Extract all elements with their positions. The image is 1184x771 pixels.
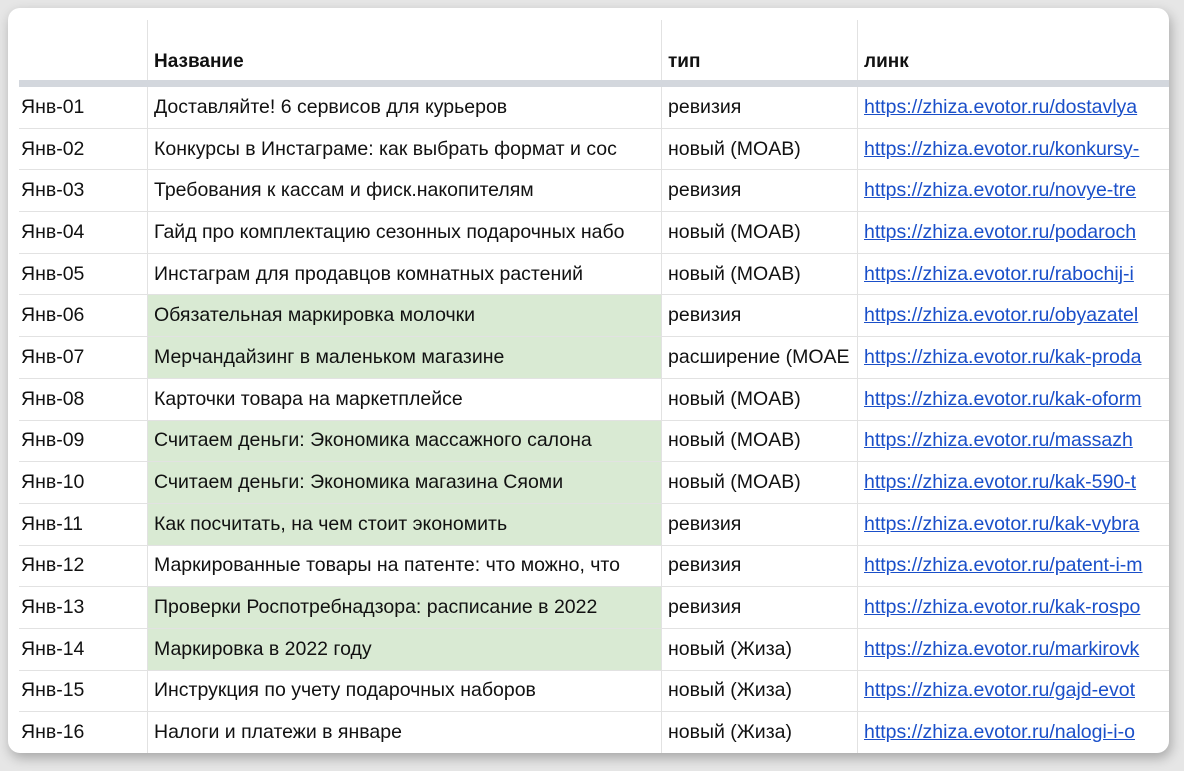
spreadsheet-window bbox=[8, 8, 1169, 753]
article-link[interactable]: https://zhiza.evotor.ru/markirovk bbox=[864, 637, 1140, 660]
type-cell[interactable]: ревизия bbox=[662, 504, 858, 545]
article-link[interactable]: https://zhiza.evotor.ru/dostavlya bbox=[864, 95, 1138, 118]
date-cell[interactable]: Янв-15 bbox=[19, 671, 148, 712]
title-cell[interactable]: Налоги и платежи в январе bbox=[148, 712, 662, 753]
type-cell[interactable]: новый (Жиза) bbox=[662, 671, 858, 712]
article-link[interactable]: https://zhiza.evotor.ru/nalogi-i-o bbox=[864, 721, 1135, 744]
link-cell[interactable] bbox=[858, 87, 1169, 128]
link-cell[interactable] bbox=[858, 379, 1169, 420]
type-cell[interactable]: ревизия bbox=[662, 170, 858, 211]
type-cell[interactable]: новый (Жиза) bbox=[662, 629, 858, 670]
table-row bbox=[19, 421, 1169, 463]
table-row bbox=[19, 212, 1169, 254]
table-row bbox=[19, 712, 1169, 753]
date-cell[interactable]: Янв-06 bbox=[19, 295, 148, 336]
date-cell[interactable]: Янв-11 bbox=[19, 504, 148, 545]
title-cell[interactable]: Доставляйте! 6 сервисов для курьеров bbox=[148, 87, 662, 128]
article-link[interactable]: https://zhiza.evotor.ru/kak-proda bbox=[864, 345, 1142, 368]
type-cell[interactable]: новый (MOAB) bbox=[662, 421, 858, 462]
link-cell[interactable] bbox=[858, 129, 1169, 170]
type-cell[interactable]: новый (Жиза) bbox=[662, 712, 858, 753]
type-cell[interactable]: расширение (MOAE bbox=[662, 337, 858, 378]
column-header-date[interactable] bbox=[19, 20, 148, 80]
article-link[interactable]: https://zhiza.evotor.ru/konkursy- bbox=[864, 137, 1140, 160]
article-link[interactable]: https://zhiza.evotor.ru/kak-rospo bbox=[864, 596, 1141, 619]
type-cell[interactable]: ревизия bbox=[662, 295, 858, 336]
link-cell[interactable] bbox=[858, 462, 1169, 503]
date-cell[interactable]: Янв-16 bbox=[19, 712, 148, 753]
date-cell[interactable]: Янв-10 bbox=[19, 462, 148, 503]
link-cell[interactable] bbox=[858, 254, 1169, 295]
title-cell[interactable]: Как посчитать, на чем стоит экономить bbox=[148, 504, 662, 545]
date-cell[interactable]: Янв-01 bbox=[19, 87, 148, 128]
date-cell[interactable]: Янв-07 bbox=[19, 337, 148, 378]
article-link[interactable]: https://zhiza.evotor.ru/obyazatel bbox=[864, 304, 1139, 327]
article-link[interactable]: https://zhiza.evotor.ru/podaroch bbox=[864, 220, 1137, 243]
header-row bbox=[19, 20, 1169, 87]
type-cell[interactable]: новый (MOAB) bbox=[662, 212, 858, 253]
link-cell[interactable] bbox=[858, 170, 1169, 211]
link-cell[interactable] bbox=[858, 421, 1169, 462]
table-row bbox=[19, 379, 1169, 421]
type-cell[interactable]: новый (MOAB) bbox=[662, 254, 858, 295]
link-cell[interactable] bbox=[858, 337, 1169, 378]
link-cell[interactable] bbox=[858, 671, 1169, 712]
table-row bbox=[19, 671, 1169, 713]
table-row bbox=[19, 87, 1169, 129]
column-header-name[interactable]: Название bbox=[148, 20, 662, 80]
spreadsheet-grid bbox=[19, 20, 1169, 753]
link-cell[interactable] bbox=[858, 295, 1169, 336]
table-row bbox=[19, 546, 1169, 588]
type-cell[interactable]: ревизия bbox=[662, 546, 858, 587]
title-cell[interactable]: Маркировка в 2022 году bbox=[148, 629, 662, 670]
date-cell[interactable]: Янв-02 bbox=[19, 129, 148, 170]
column-header-link[interactable]: линк bbox=[864, 51, 909, 72]
title-cell[interactable]: Требования к кассам и фиск.накопителям bbox=[148, 170, 662, 211]
link-cell[interactable] bbox=[858, 212, 1169, 253]
title-cell[interactable]: Инструкция по учету подарочных наборов bbox=[148, 671, 662, 712]
title-cell[interactable]: Считаем деньги: Экономика магазина Сяоми bbox=[148, 462, 662, 503]
title-cell[interactable]: Проверки Роспотребнадзора: расписание в 2022 bbox=[148, 587, 662, 628]
title-cell[interactable]: Конкурсы в Инстаграме: как выбрать формат и сос bbox=[148, 129, 662, 170]
title-cell[interactable]: Считаем деньги: Экономика массажного салона bbox=[148, 421, 662, 462]
article-link[interactable]: https://zhiza.evotor.ru/rabochij-i bbox=[864, 262, 1134, 285]
article-link[interactable]: https://zhiza.evotor.ru/novye-tre bbox=[864, 179, 1137, 202]
column-header-type[interactable]: тип bbox=[662, 20, 858, 80]
link-cell[interactable] bbox=[858, 546, 1169, 587]
title-cell[interactable]: Маркированные товары на патенте: что можно, что bbox=[148, 546, 662, 587]
table-row bbox=[19, 504, 1169, 546]
title-cell[interactable]: Карточки товара на маркетплейсе bbox=[148, 379, 662, 420]
type-cell[interactable]: новый (MOAB) bbox=[662, 379, 858, 420]
table-row bbox=[19, 462, 1169, 504]
type-cell[interactable]: новый (MOAB) bbox=[662, 129, 858, 170]
link-cell[interactable] bbox=[858, 587, 1169, 628]
article-link[interactable]: https://zhiza.evotor.ru/kak-vybra bbox=[864, 512, 1140, 535]
link-cell[interactable] bbox=[858, 629, 1169, 670]
article-link[interactable]: https://zhiza.evotor.ru/massazh bbox=[864, 429, 1133, 452]
date-cell[interactable]: Янв-04 bbox=[19, 212, 148, 253]
table-row bbox=[19, 337, 1169, 379]
link-cell[interactable] bbox=[858, 504, 1169, 545]
date-cell[interactable]: Янв-13 bbox=[19, 587, 148, 628]
table-body bbox=[19, 87, 1169, 753]
table-row bbox=[19, 629, 1169, 671]
type-cell[interactable]: ревизия bbox=[662, 87, 858, 128]
date-cell[interactable]: Янв-12 bbox=[19, 546, 148, 587]
table-row bbox=[19, 295, 1169, 337]
date-cell[interactable]: Янв-05 bbox=[19, 254, 148, 295]
article-link[interactable]: https://zhiza.evotor.ru/kak-590-t bbox=[864, 471, 1137, 494]
article-link[interactable]: https://zhiza.evotor.ru/patent-i-m bbox=[864, 554, 1143, 577]
table-row bbox=[19, 587, 1169, 629]
table-row bbox=[19, 254, 1169, 296]
table-row bbox=[19, 129, 1169, 171]
type-cell[interactable]: ревизия bbox=[662, 587, 858, 628]
title-cell[interactable]: Гайд про комплектацию сезонных подарочных набо bbox=[148, 212, 662, 253]
article-link[interactable]: https://zhiza.evotor.ru/kak-oform bbox=[864, 387, 1142, 410]
type-cell[interactable]: новый (MOAB) bbox=[662, 462, 858, 503]
date-cell[interactable]: Янв-09 bbox=[19, 421, 148, 462]
link-cell[interactable] bbox=[858, 712, 1169, 753]
title-cell[interactable]: Обязательная маркировка молочки bbox=[148, 295, 662, 336]
table-row bbox=[19, 170, 1169, 212]
title-cell[interactable]: Инстаграм для продавцов комнатных растений bbox=[148, 254, 662, 295]
date-cell[interactable]: Янв-08 bbox=[19, 379, 148, 420]
title-cell[interactable]: Мерчандайзинг в маленьком магазине bbox=[148, 337, 662, 378]
date-cell[interactable]: Янв-14 bbox=[19, 629, 148, 670]
article-link[interactable]: https://zhiza.evotor.ru/gajd-evot bbox=[864, 679, 1135, 702]
date-cell[interactable]: Янв-03 bbox=[19, 170, 148, 211]
